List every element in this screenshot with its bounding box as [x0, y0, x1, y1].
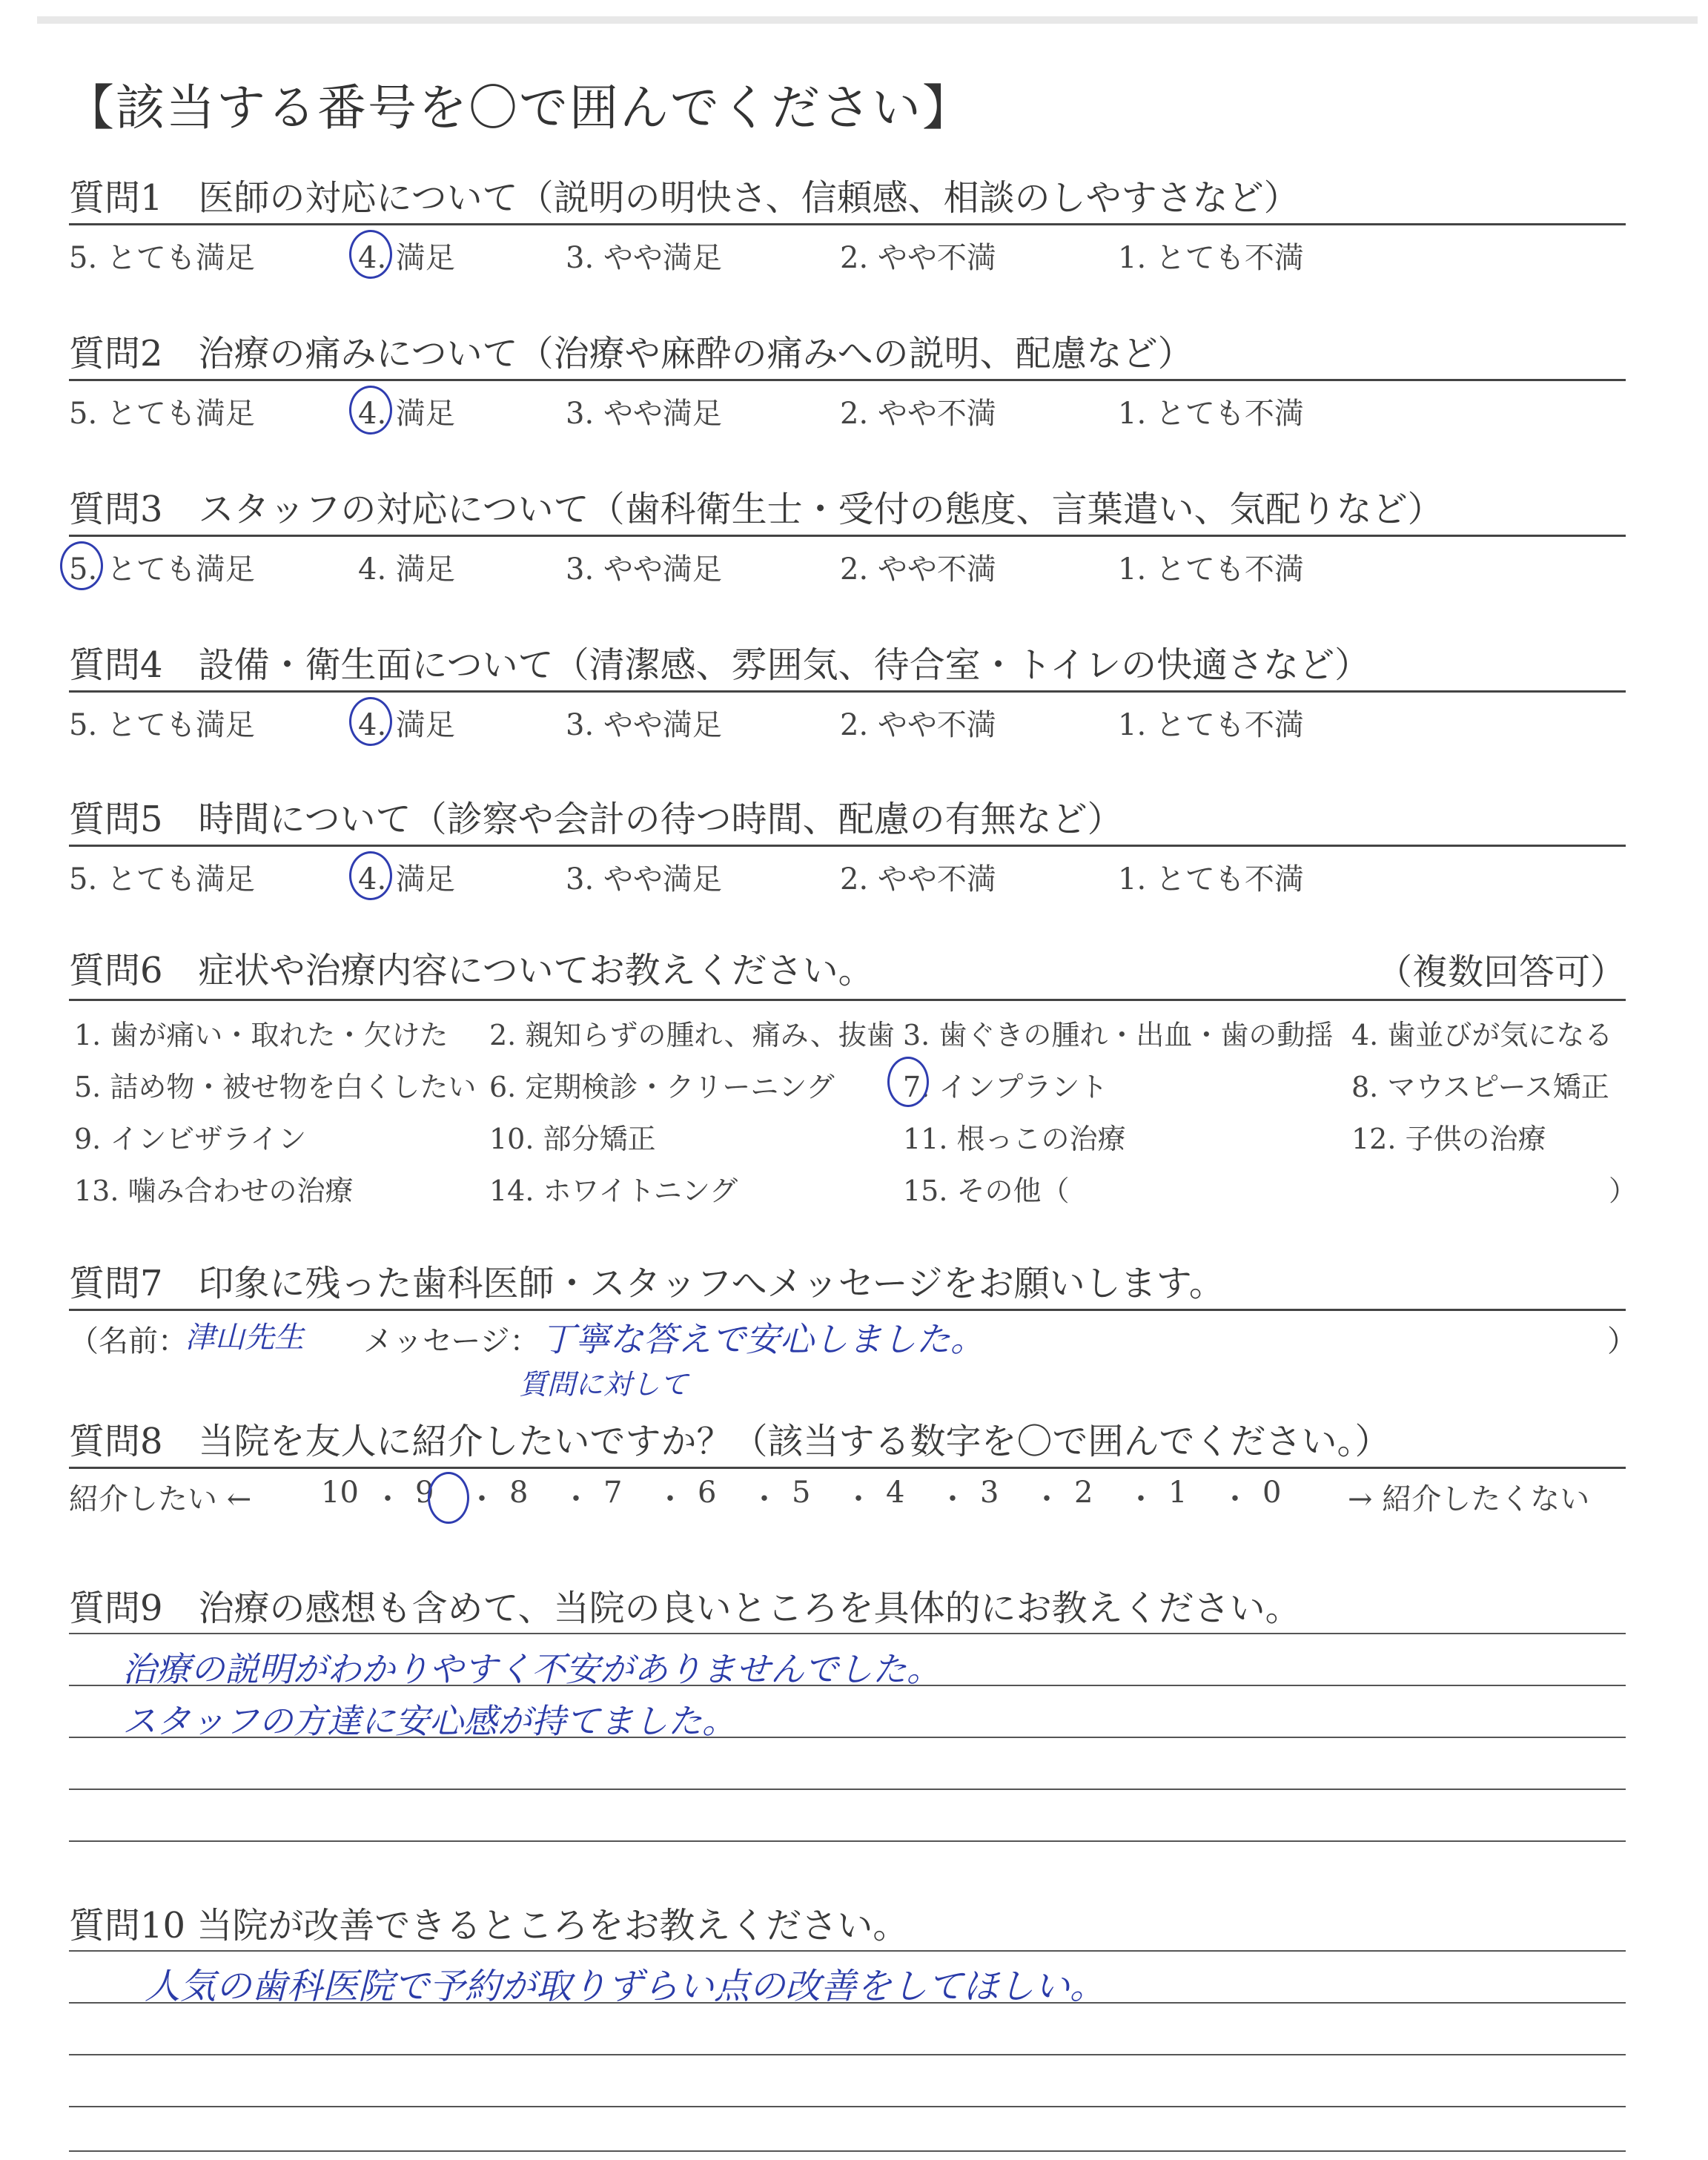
q8-scale-value[interactable]: 3	[980, 1476, 999, 1510]
rating-option[interactable]: 5. とても満足	[69, 552, 255, 587]
q5-selection-circle	[349, 851, 392, 900]
q7-message-insert-handwritten: 質問に対して	[519, 1368, 689, 1401]
q9-answer-handwritten: スタッフの方達に安心感が持てました。	[122, 1701, 736, 1741]
rating-option[interactable]: 5. とても満足	[69, 708, 255, 742]
q9-answer-handwritten: 治療の説明がわかりやすく不安がありませんでした。	[122, 1649, 941, 1689]
q6-multi-answer-note: （複数回答可）	[1376, 951, 1626, 993]
q8-scale-separator: ・	[561, 1482, 591, 1516]
rating-option[interactable]: 2. やや不満	[840, 241, 996, 275]
q7-close: ）	[1607, 1324, 1637, 1358]
q8-right-label: → 紹介したくない	[1348, 1482, 1590, 1516]
q9-answer-line	[69, 1840, 1626, 1842]
q6-option[interactable]: 14. ホワイトニング	[489, 1175, 738, 1207]
q5-rating-options	[69, 856, 1626, 896]
q6-option-close: ）	[1609, 1175, 1638, 1207]
q4-rule	[69, 690, 1626, 693]
q8-scale-value[interactable]: 0	[1262, 1476, 1282, 1510]
q4-label: 質問4 設備・衛生面について（清潔感、雰囲気、待合室・トイレの快適さなど）	[69, 644, 1371, 686]
rating-option[interactable]: 5. とても満足	[69, 397, 255, 431]
q8-scale-separator: ・	[655, 1482, 685, 1516]
rating-option[interactable]: 2. やや不満	[840, 552, 996, 587]
q2-label: 質問2 治療の痛みについて（治療や麻酔の痛みへの説明、配慮など）	[69, 333, 1194, 374]
q8-scale-separator: ・	[1126, 1482, 1156, 1516]
q1-label: 質問1 医師の対応について（説明の明快さ、信頼感、相談のしやすさなど）	[69, 177, 1300, 219]
q8-scale-separator: ・	[373, 1482, 403, 1516]
rating-option[interactable]: 5. とても満足	[69, 862, 255, 896]
q7-rule	[69, 1309, 1626, 1311]
q10-label: 質問10 当院が改善できるところをお教えください。	[69, 1905, 909, 1946]
q10-answer-line	[69, 2150, 1626, 2152]
q8-scale-value[interactable]: 6	[698, 1476, 717, 1510]
q6-option[interactable]: 13. 噛み合わせの治療	[74, 1175, 354, 1207]
q9-label: 質問9 治療の感想も含めて、当院の良いところを具体的にお教えください。	[69, 1588, 1301, 1629]
q7-name-handwritten: 津山先生	[185, 1321, 304, 1355]
q1-rule	[69, 223, 1626, 225]
q10-answer-handwritten: 人気の歯科医院で予約が取りずらい点の改善をしてほしい。	[145, 1966, 1106, 2007]
q6-option[interactable]: 7. インプラント	[903, 1071, 1108, 1103]
q8-scale-separator: ・	[844, 1482, 873, 1516]
instruction-heading: 【該当する番号を〇で囲んでください】	[65, 79, 973, 136]
q6-option[interactable]: 9. インビザライン	[74, 1123, 307, 1155]
q6-option[interactable]: 10. 部分矯正	[489, 1123, 656, 1155]
rating-option[interactable]: 4. 満足	[358, 708, 455, 742]
scan-top-edge	[37, 16, 1698, 24]
q6-option[interactable]: 1. 歯が痛い・取れた・欠けた	[74, 1019, 448, 1051]
rating-option[interactable]: 2. やや不満	[840, 708, 996, 742]
q2-rating-options	[69, 390, 1626, 431]
q6-option[interactable]: 15. その他（	[903, 1175, 1070, 1207]
q6-selection-circle	[887, 1057, 929, 1107]
q8-scale-separator: ・	[467, 1482, 497, 1516]
q8-scale-separator: ・	[1032, 1482, 1062, 1516]
q8-scale-value[interactable]: 4	[886, 1476, 905, 1510]
rating-option[interactable]: 4. 満足	[358, 862, 455, 896]
q6-option[interactable]: 3. 歯ぐきの腫れ・出血・歯の動揺	[903, 1019, 1334, 1051]
rating-option[interactable]: 1. とても不満	[1118, 241, 1304, 275]
q3-label: 質問3 スタッフの対応について（歯科衛生士・受付の態度、言葉遣い、気配りなど）	[69, 489, 1443, 530]
q2-rule	[69, 379, 1626, 381]
q5-rule	[69, 845, 1626, 847]
rating-option[interactable]: 1. とても不満	[1118, 552, 1304, 587]
q3-rule	[69, 535, 1626, 537]
q9-answer-line	[69, 1633, 1626, 1634]
rating-option[interactable]: 4. 満足	[358, 552, 455, 587]
q8-left-label: 紹介したい ←	[69, 1482, 252, 1516]
q6-option[interactable]: 4. 歯並びが気になる	[1351, 1019, 1613, 1051]
q4-selection-circle	[349, 697, 392, 746]
q7-label: 質問7 印象に残った歯科医師・スタッフへメッセージをお願いします。	[69, 1263, 1225, 1304]
q10-answer-line	[69, 1950, 1626, 1952]
q6-option[interactable]: 6. 定期検診・クリーニング	[489, 1071, 835, 1103]
q1-rating-options	[69, 234, 1626, 275]
q8-selection-circle	[428, 1472, 469, 1524]
q6-option[interactable]: 11. 根っこの治療	[903, 1123, 1126, 1155]
q8-scale-separator: ・	[938, 1482, 967, 1516]
rating-option[interactable]: 1. とても不満	[1118, 708, 1304, 742]
q3-selection-circle	[60, 541, 103, 590]
rating-option[interactable]: 1. とても不満	[1118, 862, 1304, 896]
rating-option[interactable]: 2. やや不満	[840, 397, 996, 431]
q9-answer-line	[69, 1789, 1626, 1790]
q6-label: 質問6 症状や治療内容についてお教えください。	[69, 950, 874, 991]
q8-scale-separator: ・	[1220, 1482, 1250, 1516]
q8-scale	[69, 1476, 1626, 1520]
q6-options-grid	[74, 1005, 1638, 1227]
rating-option[interactable]: 3. やや満足	[566, 708, 722, 742]
q10-answer-line	[69, 2054, 1626, 2055]
q2-selection-circle	[349, 386, 392, 435]
q7-message-label: メッセージ：	[363, 1324, 540, 1358]
q8-scale-value[interactable]: 5	[792, 1476, 811, 1510]
q8-scale-value[interactable]: 9	[415, 1476, 434, 1510]
q6-option[interactable]: 5. 詰め物・被せ物を白くしたい	[74, 1071, 477, 1103]
q8-scale-value[interactable]: 10	[321, 1476, 359, 1510]
rating-option[interactable]: 3. やや満足	[566, 552, 722, 587]
rating-option[interactable]: 2. やや不満	[840, 862, 996, 896]
q6-option[interactable]: 2. 親知らずの腫れ、痛み、抜歯	[489, 1019, 895, 1051]
q8-scale-value[interactable]: 8	[509, 1476, 529, 1510]
q10-answer-line	[69, 2106, 1626, 2107]
q5-label: 質問5 時間について（診察や会計の待つ時間、配慮の有無など）	[69, 799, 1123, 840]
rating-option[interactable]: 4. 満足	[358, 397, 455, 431]
q7-message-handwritten: 丁寧な答えで安心しました。	[541, 1319, 984, 1359]
q3-rating-options	[69, 546, 1626, 587]
q1-selection-circle	[349, 230, 392, 279]
q6-option[interactable]: 8. マウスピース矯正	[1351, 1071, 1609, 1103]
rating-option[interactable]: 3. やや満足	[566, 241, 722, 275]
q4-rating-options	[69, 701, 1626, 742]
q6-option[interactable]: 12. 子供の治療	[1351, 1123, 1546, 1155]
q7-name-label: （名前：	[69, 1324, 188, 1358]
rating-option[interactable]: 3. やや満足	[566, 862, 722, 896]
q8-scale-value[interactable]: 1	[1168, 1476, 1188, 1510]
rating-option[interactable]: 3. やや満足	[566, 397, 722, 431]
q6-rule	[69, 999, 1626, 1001]
q8-scale-separator: ・	[749, 1482, 779, 1516]
q8-label: 質問8 当院を友人に紹介したいですか？（該当する数字を〇で囲んでください。）	[69, 1421, 1391, 1462]
q8-scale-value[interactable]: 7	[603, 1476, 623, 1510]
rating-option[interactable]: 1. とても不満	[1118, 397, 1304, 431]
rating-option[interactable]: 5. とても満足	[69, 241, 255, 275]
q8-rule	[69, 1467, 1626, 1469]
rating-option[interactable]: 4. 満足	[358, 241, 455, 275]
q8-scale-value[interactable]: 2	[1074, 1476, 1093, 1510]
